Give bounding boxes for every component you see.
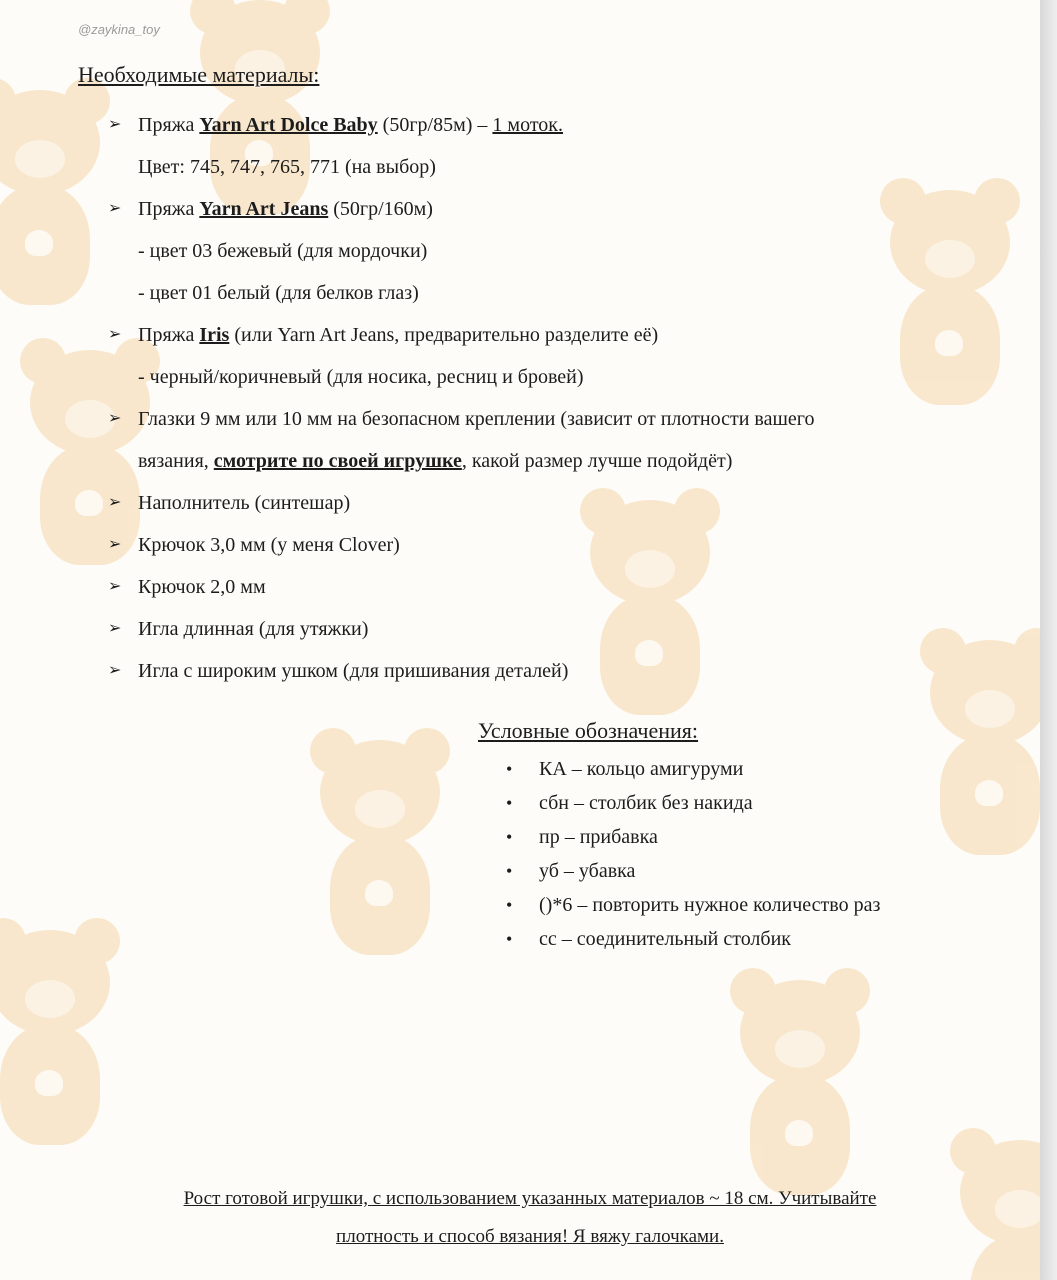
arrow-bullet-icon: ➢	[108, 410, 122, 427]
list-item: ➢ Игла с широким ушком (для пришивания деталей)	[108, 650, 1008, 692]
watermark: @zaykina_toy	[78, 22, 160, 37]
list-item: ➢ Пряжа Yarn Art Jeans (50гр/160м)	[108, 188, 1008, 230]
list-item: - черный/коричневый (для носика, ресниц и бровей)	[138, 366, 584, 388]
list-item: • пр – прибавка	[506, 820, 880, 854]
bullet-icon: •	[506, 759, 513, 779]
list-item: ➢ Крючок 2,0 мм	[108, 566, 1008, 608]
list-item: ➢ Пряжа Iris (или Yarn Art Jeans, предварительно разделите её)	[108, 314, 1008, 356]
bullet-icon: •	[506, 929, 513, 949]
footer-line: плотность и способ вязания! Я вяжу галочками.	[336, 1226, 724, 1247]
list-item: ➢ Пряжа Yarn Art Dolce Baby (50гр/85м) – 1 моток.	[108, 104, 1008, 146]
list-item: • сс – соединительный столбик	[506, 922, 880, 956]
list-item: • ()*6 – повторить нужное количество раз	[506, 888, 880, 922]
arrow-bullet-icon: ➢	[108, 116, 122, 133]
arrow-bullet-icon: ➢	[108, 326, 122, 343]
arrow-bullet-icon: ➢	[108, 662, 122, 679]
arrow-bullet-icon: ➢	[108, 200, 122, 217]
list-item: • сбн – столбик без накида	[506, 786, 880, 820]
legend-title: Условные обозначения:	[478, 718, 699, 743]
arrow-bullet-icon: ➢	[108, 494, 122, 511]
arrow-bullet-icon: ➢	[108, 536, 122, 553]
footer-line: Рост готовой игрушки, с использованием указанных материалов ~ 18 см. Учитывайте	[183, 1188, 877, 1209]
list-item: - цвет 03 бежевый (для мордочки)	[138, 240, 428, 262]
list-item: вязания, смотрите по своей игрушке, какой размер лучше подойдёт)	[138, 450, 733, 472]
legend-list	[506, 752, 880, 956]
arrow-bullet-icon: ➢	[108, 578, 122, 595]
list-item: - цвет 01 белый (для белков глаз)	[138, 282, 419, 304]
page-edge	[1040, 0, 1057, 1280]
list-item: ➢ Наполнитель (синтешар)	[108, 482, 1008, 524]
bullet-icon: •	[506, 895, 513, 915]
list-item: ➢ Глазки 9 мм или 10 мм на безопасном креплении (зависит от плотности вашего	[108, 398, 1008, 440]
bullet-icon: •	[506, 861, 513, 881]
list-item: • КА – кольцо амигуруми	[506, 752, 880, 786]
list-item: • уб – убавка	[506, 854, 880, 888]
materials-list	[108, 104, 1008, 692]
bullet-icon: •	[506, 793, 513, 813]
footer-note	[60, 1180, 1000, 1256]
arrow-bullet-icon: ➢	[108, 620, 122, 637]
list-item: Цвет: 745, 747, 765, 771 (на выбор)	[138, 156, 436, 178]
materials-title: Необходимые материалы:	[78, 62, 320, 87]
list-item: ➢ Игла длинная (для утяжки)	[108, 608, 1008, 650]
list-item: ➢ Крючок 3,0 мм (у меня Clover)	[108, 524, 1008, 566]
bullet-icon: •	[506, 827, 513, 847]
